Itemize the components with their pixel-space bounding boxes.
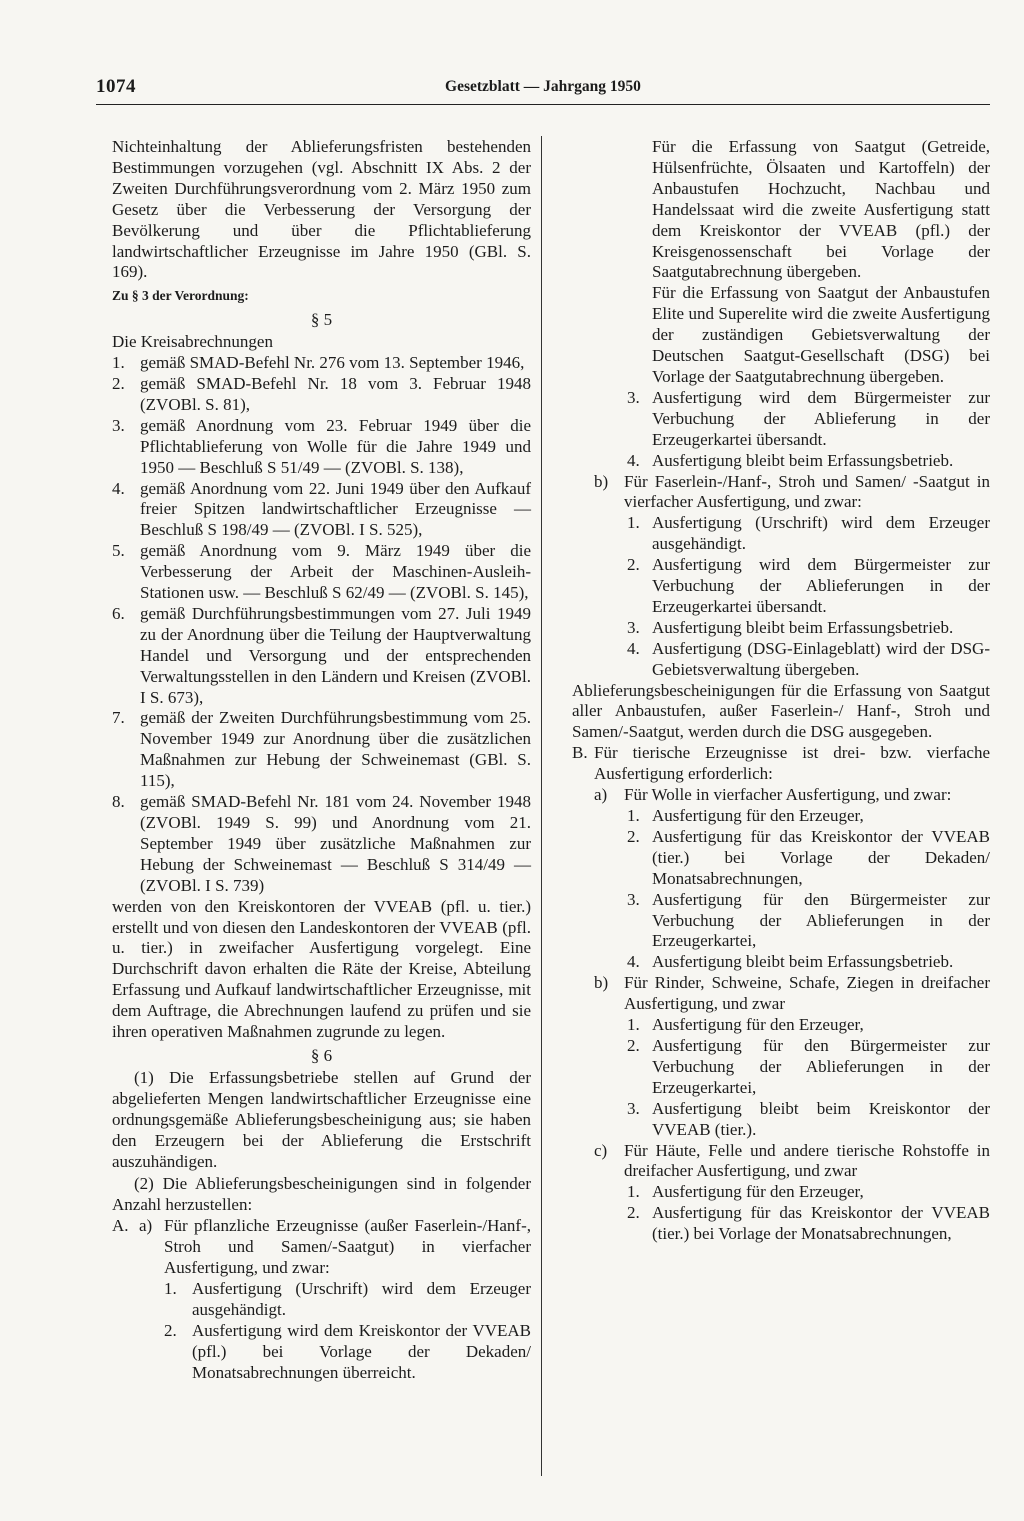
list-item-B-b (572, 973, 990, 1015)
list-item (572, 513, 990, 555)
list-item (112, 353, 531, 374)
list-item (572, 806, 990, 827)
intro-paragraph: Nichteinhaltung der Ablieferungsfristen bestehenden Bestimmungen vorzugehen (vgl. Abschnitt IX Abs. 2 der Zweiten Durchführungsverordnung vom 2. März 1950 zum Gesetz über die Verbesserung der Versorgung der Bevölkerung und über die Pflichtablieferung landwirtschaftlicher Erzeugnisse im Jahre 1950 (GBl. S. 169). (112, 137, 531, 282)
right-column (572, 137, 990, 1245)
list-number: 4. (112, 478, 125, 498)
list-text: Für Häute, Felle und andere tierische Rohstoffe in dreifacher Ausfertigung, und zwar (624, 1140, 990, 1181)
section-6-paragraph-2: (2) Die Ablieferungsbescheinigungen sind in folgender Anzahl herzustellen: (112, 1174, 531, 1215)
list-number: 2. (627, 826, 640, 846)
section-6-title: § 6 (310, 1045, 333, 1065)
list-text: Ausfertigung (Urschrift) wird dem Erzeuger ausgehändigt. (652, 513, 990, 554)
list-number: 1. (112, 353, 125, 373)
list-letter: a) (594, 785, 608, 805)
list-text: Ausfertigung wird dem Kreiskontor der VVEAB (pfl.) bei Vorlage der Dekaden/ Monatsabrechnungen überreicht. (192, 1320, 531, 1382)
list-text: gemäß Durchführungsbestimmungen vom 27. Juli 1949 zu der Anordnung über die Teilung der Hauptverwaltung Handel und Versorgung und der entsprechenden Verwaltungsstellen in den Ländern und Kreisen (ZVOBl. I S. 673), (140, 603, 531, 707)
list-text: Ausfertigung (Urschrift) wird dem Erzeuger ausgehändigt. (192, 1278, 531, 1319)
list-item-B (572, 743, 990, 785)
list-text: gemäß Anordnung vom 9. März 1949 über die Verbesserung der Arbeit der Maschinen-Ausleih-Stationen usw. — Beschluß S 62/49 — (ZVOBl. S. 145), (140, 541, 531, 603)
saatgut-paragraph-3: Ablieferungsbescheinigungen für die Erfassung von Saatgut aller Anbaustufen, außer Faserlein-/ Hanf-, Stroh und Samen/-Saatgut, werden durch die DSG ausgegeben. (572, 680, 990, 742)
list-item (572, 1099, 990, 1141)
list-number: 8. (112, 792, 125, 812)
page-number: 1074 (96, 76, 136, 97)
list-number: 3. (627, 1098, 640, 1118)
list-text: Ausfertigung für das Kreiskontor der VVEAB (tier.) bei Vorlage der Dekaden/ Monatsabrechnungen, (652, 826, 990, 888)
list-item (112, 374, 531, 416)
list-item-B-a (572, 785, 990, 806)
list-text: Ausfertigung für das Kreiskontor der VVEAB (tier.) bei Vorlage der Monatsabrechnungen, (652, 1203, 990, 1244)
header-rule (96, 104, 990, 105)
list-item (112, 479, 531, 542)
list-text: Ausfertigung bleibt beim Erfassungsbetrieb. (652, 450, 954, 470)
list-text: Ausfertigung bleibt beim Erfassungsbetrieb. (652, 952, 954, 972)
list-text: gemäß SMAD-Befehl Nr. 276 vom 13. September 1946, (140, 353, 525, 373)
list-item (112, 1321, 531, 1384)
list-item (572, 451, 990, 472)
list-number: 1. (627, 806, 640, 825)
list-number: 1. (627, 1182, 640, 1202)
list-number: 3. (627, 387, 640, 407)
saatgut-paragraph-1: Für die Erfassung von Saatgut (Getreide, Hülsenfrüchte, Ölsaaten und Kartoffeln) der Anbaustufen Hochzucht, Nachbau und Handelssaat wird die zweite Ausfertigung statt dem Kreiskontor der VVEAB (pfl.) der Kreisgenossenschaft bei Vorlage der Saatgutabrechnung übergeben. (652, 137, 990, 282)
list-number: 2. (627, 1035, 640, 1055)
list-text: Ausfertigung wird dem Bürgermeister zur Verbuchung der Ablieferung in der Erzeugerkartei übersandt. (652, 387, 990, 449)
list-text: gemäß SMAD-Befehl Nr. 18 vom 3. Februar 1948 (ZVOBl. S. 81), (140, 373, 531, 414)
list-number: 5. (112, 541, 125, 561)
list-number: 1. (627, 513, 640, 533)
list-letter: b) (594, 973, 609, 993)
left-column (112, 137, 531, 1383)
section-5-lead: Die Kreisabrechnungen (112, 332, 273, 352)
list-text: Ausfertigung für den Erzeuger, (652, 806, 864, 825)
list-text: Ausfertigung wird dem Bürgermeister zur Verbuchung der Ablieferungen in der Erzeugerkartei übersandt. (652, 555, 990, 616)
list-text: Ausfertigung für den Bürgermeister zur Verbuchung der Ablieferungen in der Erzeugerkartei, (652, 889, 990, 951)
list-text: Ausfertigung für den Erzeuger, (652, 1015, 864, 1035)
list-item (572, 618, 990, 639)
list-text: Ausfertigung für den Erzeuger, (652, 1182, 864, 1202)
list-number: 2. (627, 555, 640, 575)
saatgut-paragraph-2: Für die Erfassung von Saatgut der Anbaustufen Elite und Superelite wird die zweite Ausfertigung der zuständigen Gebietsverwaltung der Deutschen Saatgut-Gesellschaft (DSG) bei Vorlage der Saatgutabrechnung übergeben. (652, 283, 990, 386)
list-text: Für Wolle in vierfacher Ausfertigung, und zwar: (624, 785, 952, 805)
list-number: 2. (164, 1320, 177, 1340)
list-number: 4. (627, 638, 640, 658)
list-item (112, 792, 531, 897)
list-letter: c) (594, 1140, 608, 1160)
list-text: Für tierische Erzeugnisse ist drei- bzw. vierfache Ausfertigung erforderlich: (594, 743, 990, 784)
list-item (572, 1036, 990, 1099)
list-text: gemäß Anordnung vom 22. Juni 1949 über den Aufkauf freier Spitzen landwirtschaftlicher Erzeugnisse — Beschluß S 198/49 — (ZVOBl. I S. 525), (140, 478, 531, 540)
list-item (112, 708, 531, 792)
list-number: 1. (164, 1278, 177, 1298)
subheading: Zu § 3 der Verordnung: (112, 288, 249, 304)
list-item-B-c (572, 1141, 990, 1183)
list-item (572, 1182, 990, 1203)
list-item (112, 416, 531, 479)
list-letter: A. (112, 1216, 129, 1236)
list-item (572, 555, 990, 618)
list-item (112, 604, 531, 709)
list-item (572, 952, 990, 973)
list-number: 2. (627, 1203, 640, 1223)
list-number: 3. (627, 617, 640, 637)
list-number: 4. (627, 952, 640, 972)
list-number: 3. (112, 415, 125, 435)
list-number: 2. (112, 373, 125, 393)
list-number: 1. (627, 1015, 640, 1035)
list-item (572, 639, 990, 681)
list-text: Ausfertigung bleibt beim Erfassungsbetrieb. (652, 617, 954, 637)
list-text: Ausfertigung bleibt beim Kreiskontor der VVEAB (tier.). (652, 1098, 990, 1139)
list-item (572, 1203, 990, 1245)
list-text: Für pflanzliche Erzeugnisse (außer Faserlein-/Hanf-, Stroh und Samen/-Saatgut) in vierfacher Ausfertigung, und zwar: (164, 1216, 531, 1278)
section-6-paragraph-1: (1) Die Erfassungsbetriebe stellen auf Grund der abgelieferten Mengen landwirtschaftlicher Erzeugnisse eine ordnungsgemäße Ablieferungsbescheinigung aus; sie haben den Erzeugern bei der Ablieferung die Erstschrift auszuhändigen. (112, 1067, 531, 1171)
list-item (572, 1015, 990, 1036)
list-item (572, 388, 990, 451)
list-text: gemäß Anordnung vom 23. Februar 1949 über die Pflichtablieferung von Wolle für die Jahre 1949 und 1950 — Beschluß S 51/49 — (ZVOBl. S. 138), (140, 415, 531, 477)
list-text: Für Rinder, Schweine, Schafe, Ziegen in dreifacher Ausfertigung, und zwar (624, 973, 990, 1014)
list-text: gemäß der Zweiten Durchführungsbestimmung vom 25. November 1949 zur Anordnung über die zusätzlichen Maßnahmen zur Hebung der Schweinemast (GBl. S. 115), (140, 708, 531, 791)
list-text: Ausfertigung für den Bürgermeister zur Verbuchung der Ablieferungen in der Erzeugerkartei, (652, 1035, 990, 1097)
column-divider (541, 136, 542, 1476)
list-item-A-a (112, 1216, 531, 1279)
list-letter: B. (572, 743, 588, 763)
list-letter: b) (594, 471, 609, 491)
list-number: 3. (627, 889, 640, 909)
list-text: Für Faserlein-/Hanf-, Stroh und Samen/ -Saatgut in vierfacher Ausfertigung, und zwar: (624, 471, 990, 512)
list-item (112, 1279, 531, 1321)
list-text: Ausfertigung (DSG-Einlageblatt) wird der DSG-Gebietsverwaltung übergeben. (652, 638, 990, 679)
list-number: 4. (627, 450, 640, 470)
list-letter: a) (139, 1216, 153, 1236)
list-item-b (572, 472, 990, 514)
section-5-closing: werden von den Kreiskontoren der VVEAB (pfl. u. tier.) erstellt und von diesen den Landeskontoren der VVEAB (pfl. u. tier.) in zweifacher Ausfertigung vorgelegt. Eine Durchschrift davon erhalten die Räte der Kreise, Abteilung Erfassung und Aufkauf landwirtschaftlicher Erzeugnisse, mit dem Auftrage, die Abrechnungen laufend zu prüfen und sie ihren operativen Maßnahmen zugrunde zu legen. (112, 896, 531, 1042)
list-item (572, 827, 990, 890)
list-number: 6. (112, 603, 125, 623)
list-item (112, 541, 531, 604)
list-number: 7. (112, 708, 125, 728)
list-text: gemäß SMAD-Befehl Nr. 181 vom 24. November 1948 (ZVOBl. 1949 S. 99) und Anordnung vom 21. September 1949 über zusätzliche Maßnahmen zur Hebung der Schweinemast — Beschluß S 314/49 — (ZVOBl. I S. 739) (140, 792, 531, 895)
page-header (96, 76, 990, 102)
section-5-title: § 5 (310, 310, 333, 330)
running-head: Gesetzblatt — Jahrgang 1950 (445, 78, 641, 95)
list-item (572, 890, 990, 953)
